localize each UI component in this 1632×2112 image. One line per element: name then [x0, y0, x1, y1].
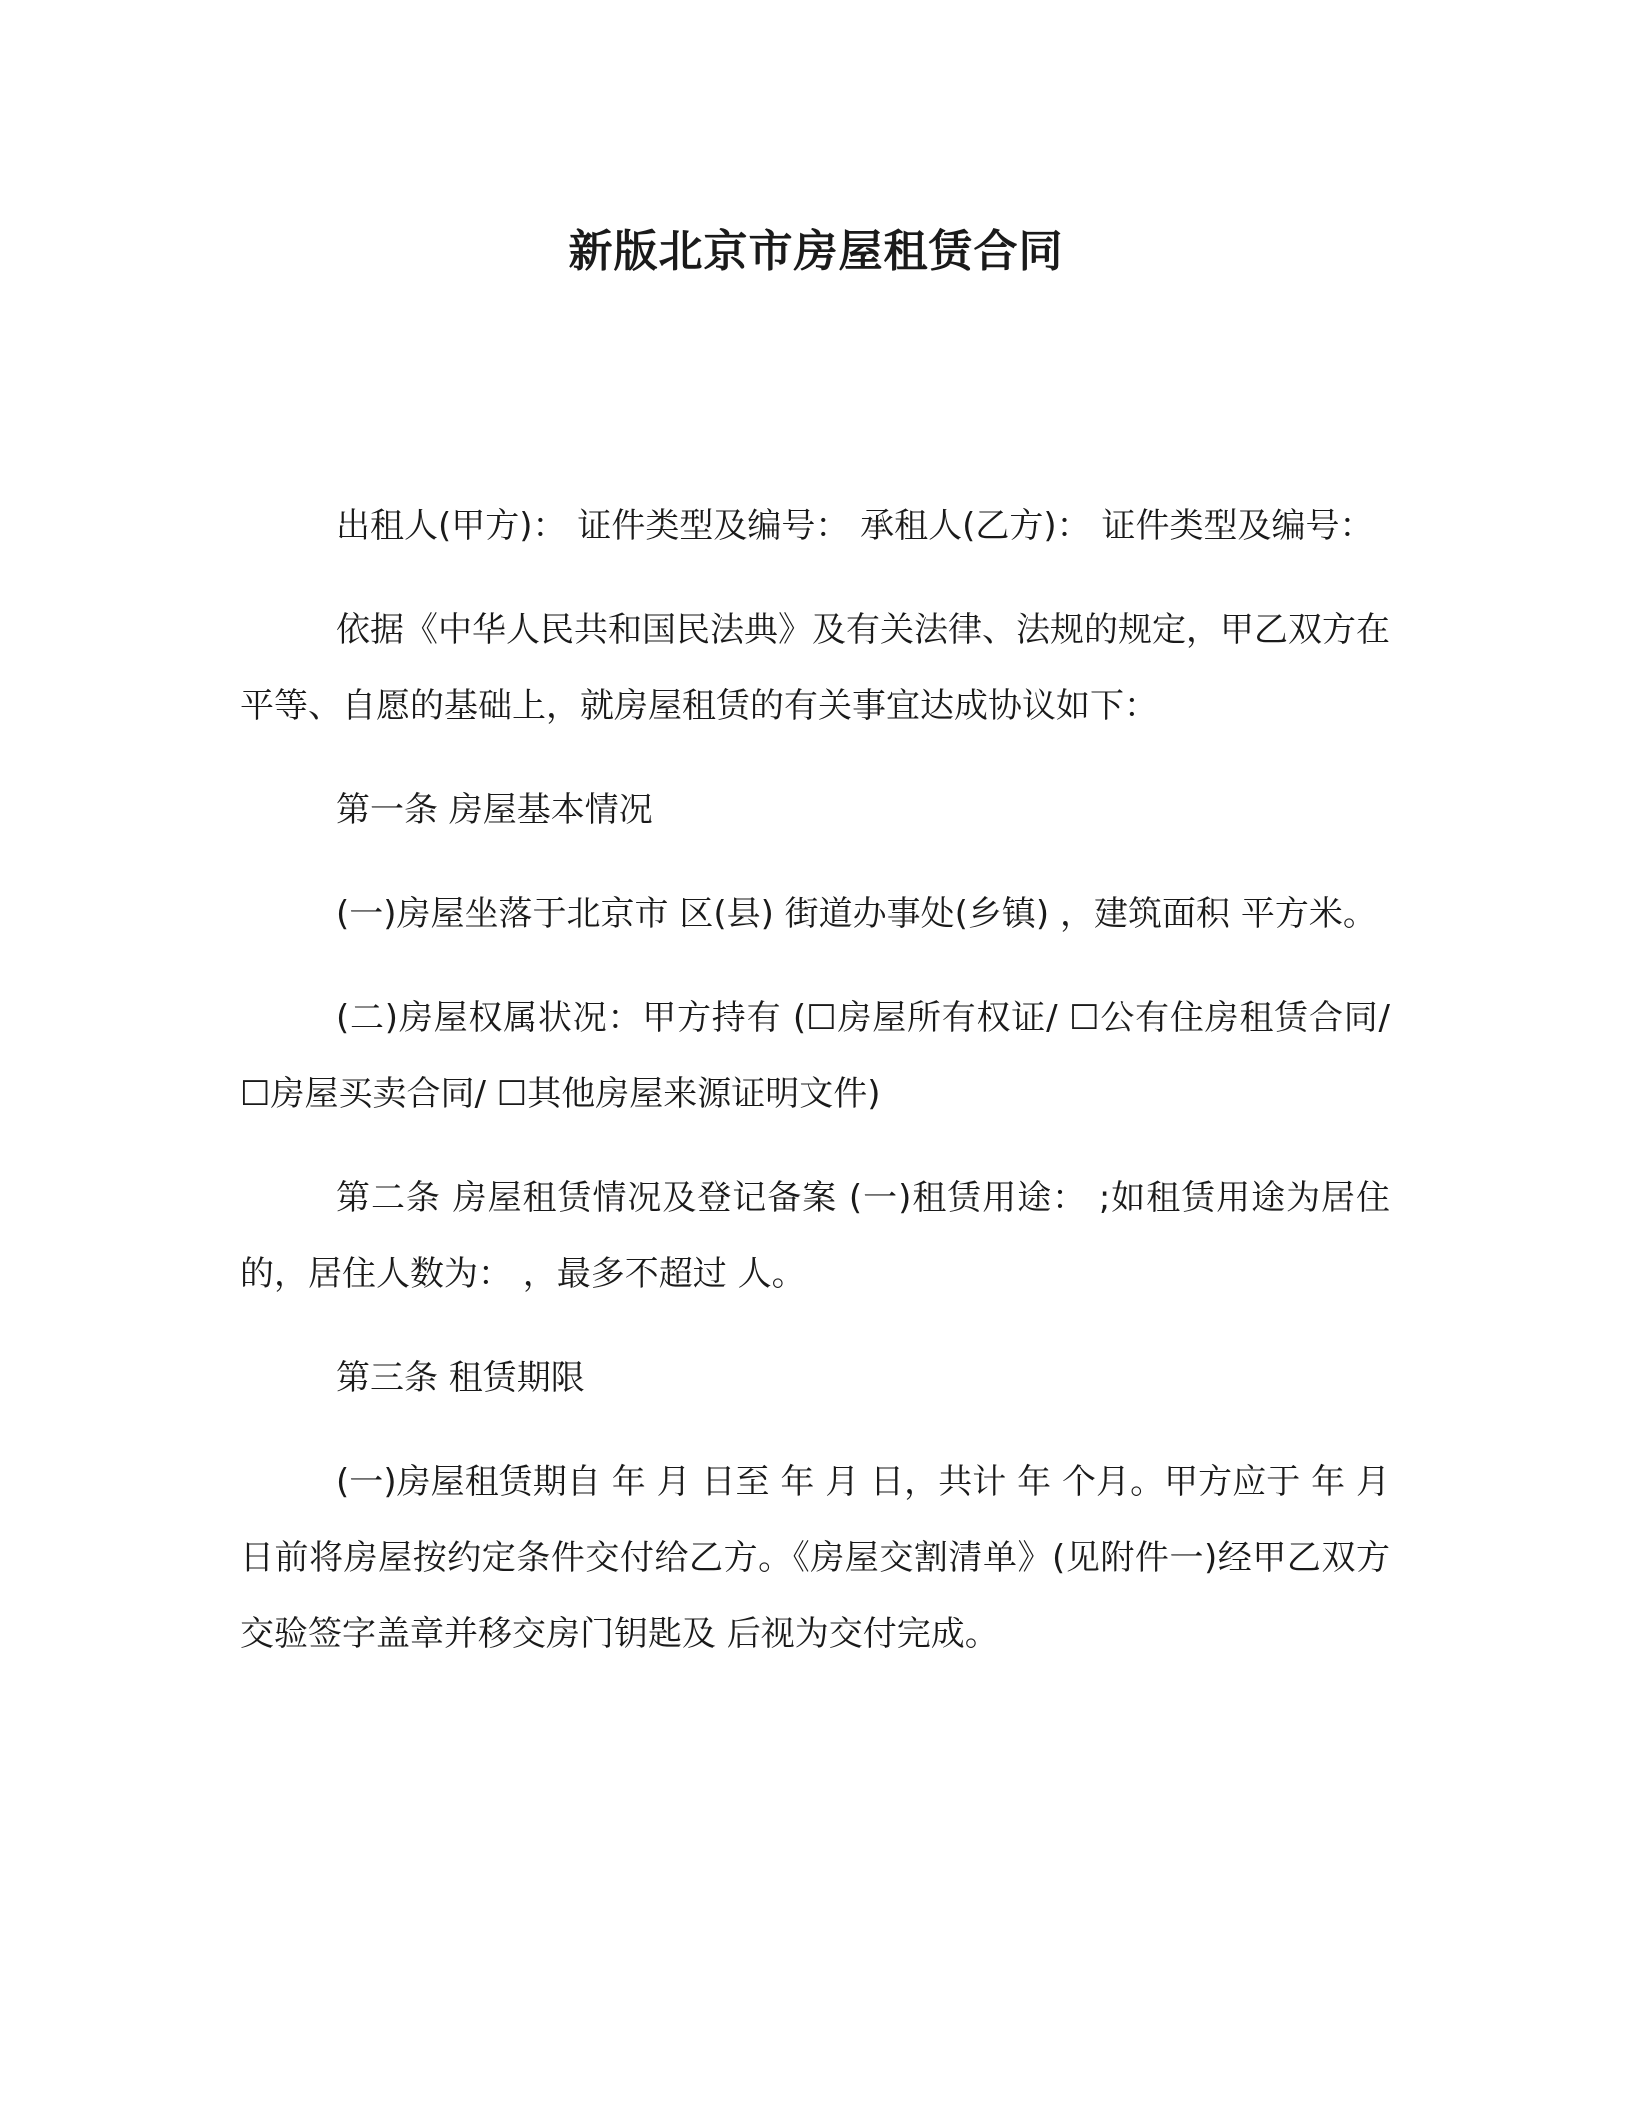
article-3-heading: 第三条 租赁期限 [336, 1358, 585, 1398]
article-1-clause-2: (二)房屋权属状况：甲方持有 (☐房屋所有权证/ ☐公有住房租赁合同/ ☐房屋买卖合同/ ☐其他房屋来源证明文件) [240, 998, 1390, 1114]
article-1-heading: 第一条 房屋基本情况 [336, 790, 653, 830]
article-3-clause-1: (一)房屋租赁期自 年 月 日至 年 月 日，共计 年 个月。甲方应于 年 月 日前将房屋按约定条件交付给乙方。《房屋交割清单》(见附件一)经甲乙双方交验签字盖章并移交房门钥匙及 后视为交付完成。 [240, 1462, 1390, 1654]
document-body [240, 488, 1390, 1700]
document-title: 新版北京市房屋租赁合同 [568, 226, 1064, 277]
article-2-paragraph: 第二条 房屋租赁情况及登记备案 (一)租赁用途： ;如租赁用途为居住的，居住人数为： ，最多不超过 人。 [240, 1178, 1390, 1294]
legal-basis-paragraph: 依据《中华人民共和国民法典》及有关法律、法规的规定，甲乙双方在平等、自愿的基础上，就房屋租赁的有关事宜达成协议如下： [240, 610, 1390, 726]
parties-paragraph: 出租人(甲方)： 证件类型及编号： 承租人(乙方)： 证件类型及编号： [336, 506, 1374, 546]
article-1-clause-1: (一)房屋坐落于北京市 区(县) 街道办事处(乡镇) ，建筑面积 平方米。 [336, 894, 1377, 934]
